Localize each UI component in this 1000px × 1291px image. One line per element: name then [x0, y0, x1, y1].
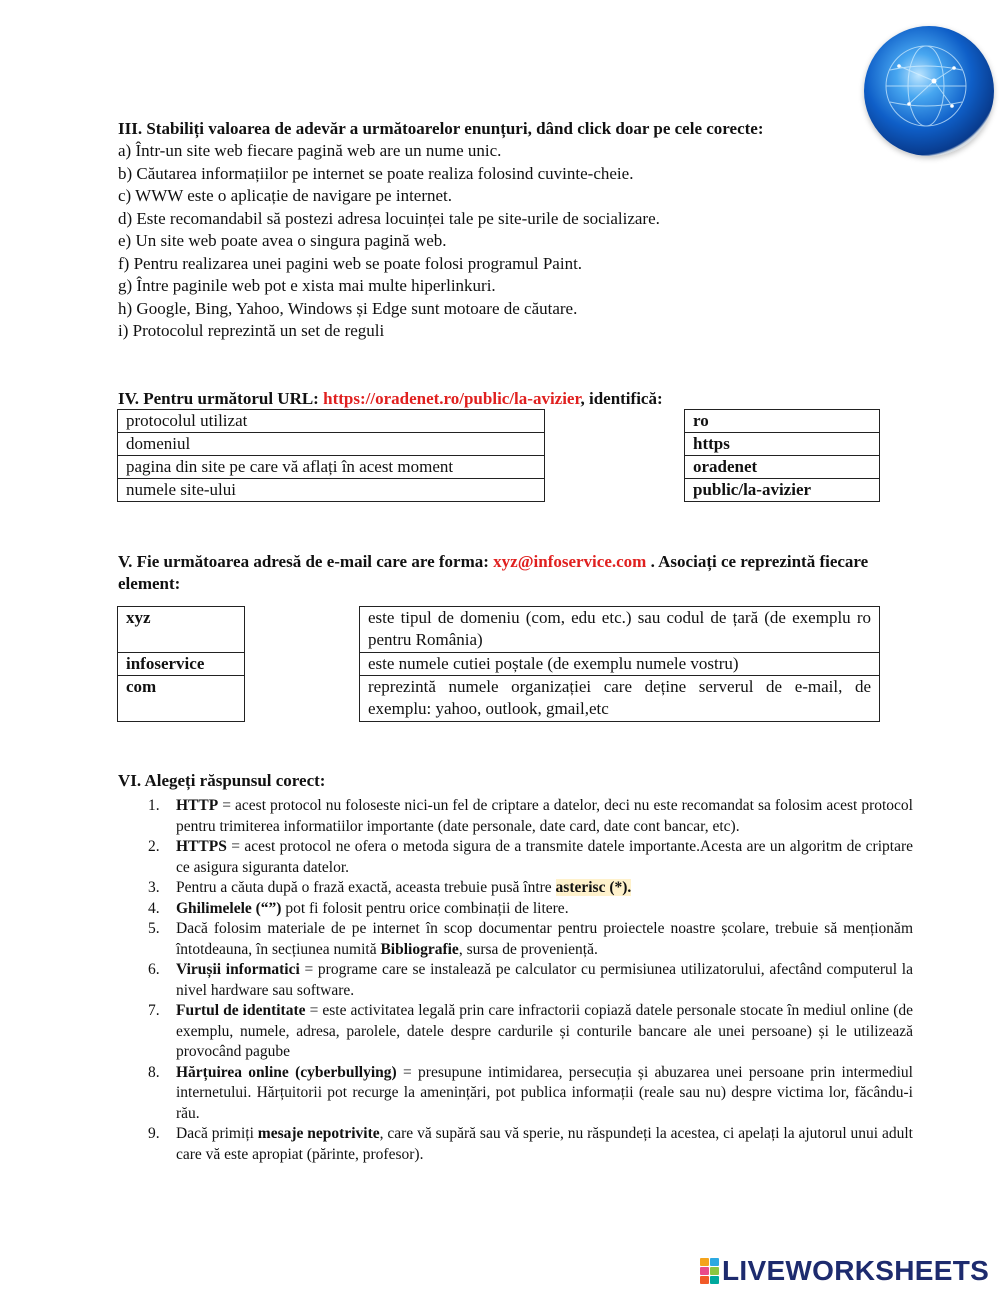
section-choose-correct [118, 770, 913, 1165]
question-9[interactable]: 9. Dacă primiți mesaje nepotrivite, care vă supără sau vă sperie, nu răspundeți la acestea, ci apelați la ajutorul unui adult care vă este apropiat (părinte, profesor). [148, 1125, 913, 1163]
question-2[interactable]: 2. HTTPS = acest protocol ne ofera o metoda sigura de a transmite datele importante.Acesta are un algoritm de criptare ce asigura siguranta datelor. [148, 838, 913, 876]
email-part-com[interactable]: com [118, 676, 245, 722]
statement-d[interactable]: d) Este recomandabil să postezi adresa locuinței tale pe site-urile de socializare. [118, 208, 660, 228]
url-answer-ro[interactable]: ro [685, 410, 880, 433]
question-1[interactable]: 1. HTTP = acest protocol nu foloseste nici-un fel de criptare a datelor, deci nu este recomandat sa folosim acest protocol pentru trimiterea informatiilor importante (date personale, date card, date cont bancar, etc). [148, 797, 913, 835]
url-part-site-name[interactable]: numele site-ului [118, 479, 545, 502]
brand-name: LIVEWORKSHEETS [722, 1255, 990, 1286]
question-4[interactable]: 4. Ghilimelele (“”) pot fi folosit pentru orice combinații de litere. [148, 899, 569, 917]
email-part-infoservice[interactable]: infoservice [118, 653, 245, 676]
email-parts-table [117, 606, 245, 722]
statement-b[interactable]: b) Căutarea informațiilor pe internet se poate realiza folosind cuvinte-cheie. [118, 163, 634, 183]
question-5[interactable]: 5. Dacă folosim materiale de pe internet în scop documentar pentru proiectele noastre școlare, trebuie să menționăm întotdeauna, în secțiunea numită Bibliografie, sursa de proveniență. [148, 920, 913, 958]
liveworksheets-logo [700, 1254, 989, 1288]
question-7[interactable]: 7. Furtul de identitate = este activitatea legală prin care infractorii copiază datele personale stocate în mediul online (de exemplu, numele, adresa, parolele, datele despre cardurile și conturile bancare ale unei persoane) și le utilizează provocând pagube [148, 1002, 913, 1060]
question-8[interactable]: 8. Hărțuirea online (cyberbullying) = presupune intimidarea, persecuția și abuzarea unei persoane prin intermediul internetului. Hărțuitorii pot recurge la amenințări, pot publica informații (reale sau nu) despre victima lor, făcându-i rău. [148, 1063, 913, 1122]
section-6-title: VI. Alegeți răspunsul corect: [118, 771, 326, 790]
url-part-domain[interactable]: domeniul [118, 433, 545, 456]
email-text: xyz@infoservice.com [493, 552, 647, 571]
globe-icon [864, 26, 994, 156]
email-def-mailbox[interactable]: este numele cutiei poștale (de exemplu numele vostru) [360, 653, 880, 676]
statement-g[interactable]: g) Între paginile web pot e xista mai multe hiperlinkuri. [118, 276, 496, 295]
statement-i[interactable]: i) Protocolul reprezintă un set de reguli [118, 321, 385, 340]
url-answers-table [684, 409, 880, 502]
logo-blocks-icon [700, 1258, 719, 1284]
url-part-protocol[interactable]: protocolul utilizat [118, 410, 545, 433]
statement-h[interactable]: h) Google, Bing, Yahoo, Windows și Edge sunt motoare de căutare. [118, 298, 578, 318]
email-part-xyz[interactable]: xyz [118, 607, 245, 653]
section-4-title: IV. Pentru următorul URL: https://oradenet.ro/public/la-avizier, identifică: [118, 389, 663, 408]
url-text: https://oradenet.ro/public/la-avizier [323, 389, 581, 408]
url-answer-oradenet[interactable]: oradenet [685, 456, 880, 479]
section-3-title: III. Stabiliți valoarea de adevăr a următoarelor enunțuri, dând click doar pe cele corecte: [118, 119, 764, 138]
question-3[interactable]: 3. Pentru a căuta după o frază exactă, aceasta trebuie pusă între asterisc (*). [148, 879, 632, 896]
section-5-title: V. Fie următoarea adresă de e-mail care are forma: xyz@infoservice.com . Asociați ce reprezintă fiecare element: [118, 552, 869, 593]
url-part-page[interactable]: pagina din site pe care vă aflați în acest moment [118, 456, 545, 479]
url-answer-https[interactable]: https [685, 433, 880, 456]
question-6[interactable]: 6. Virușii informatici = programe care se instalează pe calculator cu permisiunea utilizatorului, afectând computerul la nivel hardware sau software. [148, 961, 913, 999]
url-answer-path[interactable]: public/la-avizier [685, 479, 880, 502]
email-def-domain-type[interactable]: este tipul de domeniu (com, edu etc.) sau codul de țară (de exemplu ro pentru România) [360, 607, 880, 653]
section-true-false [118, 118, 878, 343]
url-parts-table [117, 409, 545, 502]
statement-a[interactable]: a) Într-un site web fiecare pagină web are un nume unic. [118, 141, 502, 160]
email-def-organization[interactable]: reprezintă numele organizației care deține serverul de e-mail, de exemplu: yahoo, outlook, gmail,etc [360, 676, 880, 722]
email-definitions-table [359, 606, 880, 722]
statement-f[interactable]: f) Pentru realizarea unei pagini web se poate folosi programul Paint. [118, 253, 583, 273]
statement-c[interactable]: c) WWW este o aplicație de navigare pe internet. [118, 186, 453, 205]
statement-e[interactable]: e) Un site web poate avea o singura pagină web. [118, 231, 447, 250]
